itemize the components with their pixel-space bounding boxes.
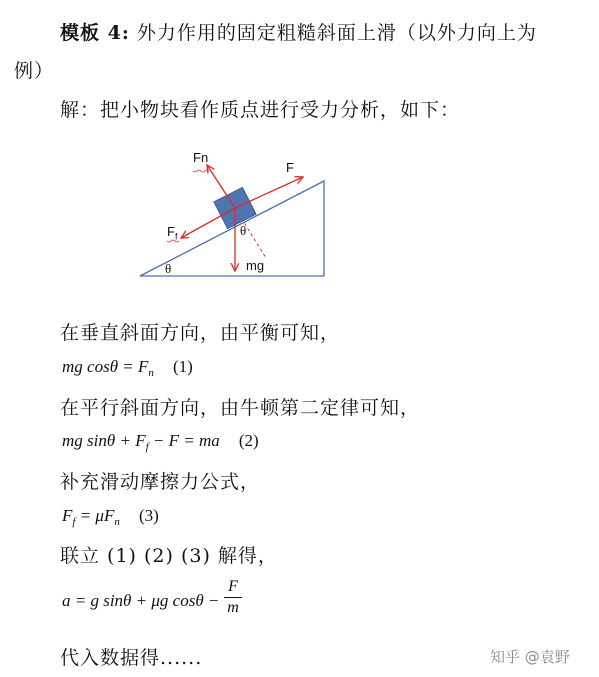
- step-1-text: 在垂直斜面方向，由平衡可知，: [60, 322, 341, 344]
- equation-3: [62, 506, 159, 528]
- step-3-text: 补充滑动摩擦力公式，: [60, 471, 261, 493]
- equation-1-number: (1): [173, 357, 193, 376]
- equation-2-body: mg sinθ + F: [62, 431, 146, 450]
- equation-4-fraction: [224, 578, 242, 617]
- title-text: 外力作用的固定粗糙斜面上滑（以外力向上为: [136, 22, 537, 44]
- label-ff: [167, 224, 177, 242]
- solution-intro: 解：把小物块看作质点进行受力分析，如下：: [60, 99, 461, 121]
- label-f: F: [286, 160, 294, 175]
- label-fn: Fn: [193, 150, 209, 165]
- equation-3-sub2: n: [114, 516, 120, 529]
- equation-3-body: F: [62, 506, 73, 525]
- step-2-text: 在平行斜面方向，由牛顿第二定律可知，: [60, 397, 421, 419]
- fraction-numerator: F: [228, 578, 238, 595]
- final-text: 代入数据得......: [60, 647, 203, 669]
- equation-1: [62, 357, 193, 379]
- equation-2-number: (2): [238, 431, 259, 450]
- equation-1-body: mg cosθ = F: [62, 357, 149, 376]
- equation-3-rest: = μF: [75, 506, 115, 525]
- watermark: 知乎 @袁野: [490, 648, 570, 666]
- step-4-text: 联立 (1) (2) (3) 解得，: [60, 545, 278, 567]
- label-ff-main: F: [167, 224, 175, 239]
- equation-3-sub: f: [72, 516, 76, 529]
- fn-underline: [193, 170, 209, 172]
- label-theta-base: θ: [165, 261, 172, 276]
- equation-2-sub: f: [145, 441, 149, 454]
- fraction-denominator: m: [227, 599, 239, 616]
- label-theta-top: θ: [240, 223, 247, 238]
- equation-4: [62, 591, 219, 611]
- equation-2: [62, 431, 259, 453]
- equation-1-sub: n: [148, 367, 154, 380]
- fraction-bar: [224, 597, 242, 598]
- equation-2-rest: − F = ma: [148, 431, 220, 450]
- label-mg: mg: [246, 258, 265, 273]
- label-ff-sub: f: [174, 231, 178, 242]
- title-line-2: 例）: [14, 60, 55, 82]
- template-prefix: 模板 4:: [60, 22, 130, 44]
- equation-3-number: (3): [138, 506, 159, 525]
- equation-4-body: a = g sinθ + μg cosθ −: [62, 591, 220, 610]
